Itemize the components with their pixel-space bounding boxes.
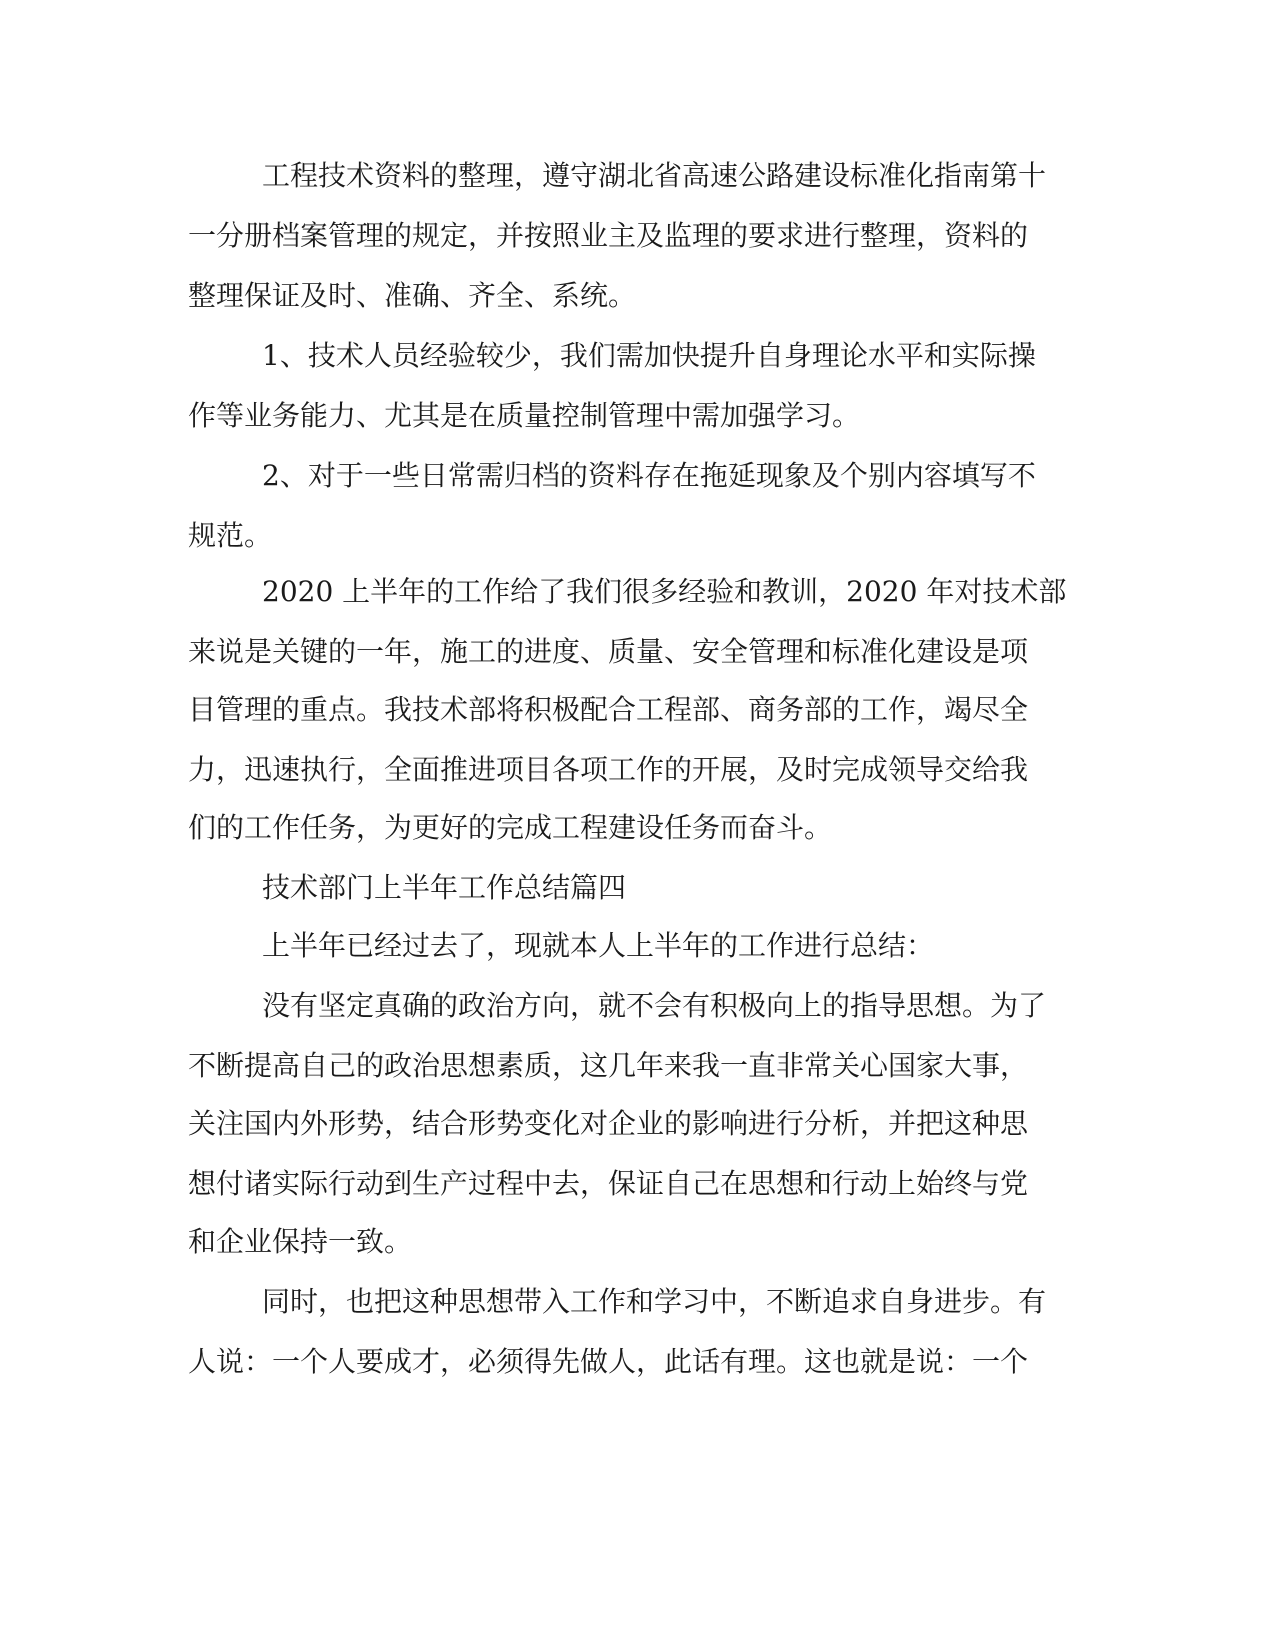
- paragraph-3-line-1: 2、对于一些日常需归档的资料存在拖延现象及个别内容填写不: [262, 459, 1036, 492]
- paragraph-4-line-4: 力，迅速执行，全面推进项目各项工作的开展，及时完成领导交给我: [188, 753, 1029, 786]
- paragraph-6-line-4: 想付诸实际行动到生产过程中去，保证自己在思想和行动上始终与党: [188, 1167, 1029, 1200]
- paragraph-7-line-2: 人说：一个人要成才，必须得先做人，此话有理。这也就是说：一个: [188, 1345, 1029, 1378]
- paragraph-1-line-2: 一分册档案管理的规定，并按照业主及监理的要求进行整理，资料的: [188, 219, 1029, 252]
- paragraph-7-line-1: 同时，也把这种思想带入工作和学习中，不断追求自身进步。有: [262, 1285, 1047, 1318]
- paragraph-5-line-1: 上半年已经过去了，现就本人上半年的工作进行总结：: [262, 929, 935, 962]
- paragraph-1-line-3: 整理保证及时、准确、齐全、系统。: [188, 279, 637, 312]
- paragraph-3-line-2: 规范。: [188, 519, 273, 552]
- paragraph-2-line-2: 作等业务能力、尤其是在质量控制管理中需加强学习。: [188, 399, 861, 432]
- paragraph-4-line-1: 2020 上半年的工作给了我们很多经验和教训，2020 年对技术部: [262, 575, 1067, 608]
- paragraph-2-line-1: 1、技术人员经验较少，我们需加快提升自身理论水平和实际操: [262, 339, 1036, 372]
- paragraph-6-line-1: 没有坚定真确的政治方向，就不会有积极向上的指导思想。为了: [262, 989, 1047, 1022]
- paragraph-4-line-2: 来说是关键的一年，施工的进度、质量、安全管理和标准化建设是项: [188, 635, 1029, 668]
- section-heading: 技术部门上半年工作总结篇四: [262, 871, 627, 904]
- paragraph-6-line-3: 关注国内外形势，结合形势变化对企业的影响进行分析，并把这种思: [188, 1107, 1029, 1140]
- paragraph-6-line-5: 和企业保持一致。: [188, 1225, 413, 1258]
- paragraph-1-line-1: 工程技术资料的整理，遵守湖北省高速公路建设标准化指南第十: [262, 159, 1047, 192]
- paragraph-6-line-2: 不断提高自己的政治思想素质，这几年来我一直非常关心国家大事，: [188, 1049, 1029, 1082]
- paragraph-4-line-5: 们的工作任务，为更好的完成工程建设任务而奋斗。: [188, 811, 833, 844]
- paragraph-4-line-3: 目管理的重点。我技术部将积极配合工程部、商务部的工作，竭尽全: [188, 693, 1029, 726]
